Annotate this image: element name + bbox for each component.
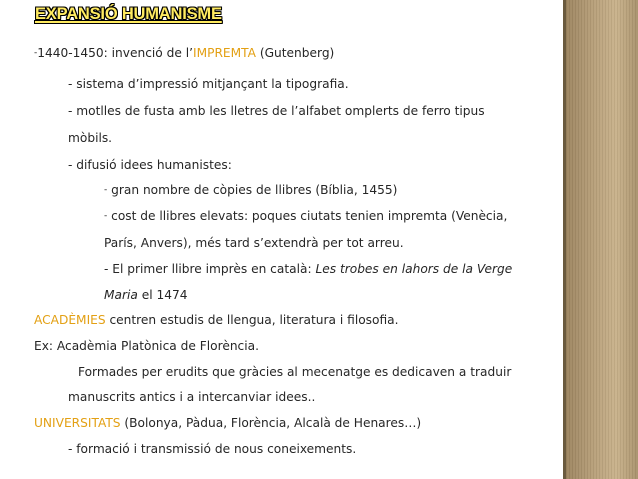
line-sistema: - sistema d’impressió mitjançant la tipografia. bbox=[68, 77, 349, 91]
line-copies: - gran nombre de còpies de llibres (Bíblia, 1455) bbox=[104, 183, 398, 197]
line-motlles: - motlles de fusta amb les lletres de l’alfabet omplerts de ferro tipus bbox=[68, 104, 485, 118]
line-cost: - cost de llibres elevats: poques ciutats tenien impremta (Venècia, bbox=[104, 209, 508, 223]
line-academia-platonica: Ex: Acadèmia Platònica de Florència. bbox=[34, 339, 259, 353]
line-difusio: - difusió idees humanistes: bbox=[68, 158, 232, 172]
line-paris: París, Anvers), més tard s’extendrà per tot arreu. bbox=[104, 236, 404, 250]
slide-title: EXPANSIÓ HUMANISME bbox=[35, 5, 222, 23]
decorative-side-panel bbox=[566, 0, 638, 479]
line-formades: Formades per erudits que gràcies al mecenatge es dedicaven a traduir bbox=[78, 365, 512, 379]
line-primer-llibre: - El primer llibre imprès en català: Les trobes en lahors de la Verge bbox=[104, 262, 513, 276]
line-mobils: mòbils. bbox=[68, 131, 113, 145]
line-maria: Maria el 1474 bbox=[104, 288, 188, 302]
line-academies: ACADÈMIES centren estudis de llengua, literatura i filosofia. bbox=[34, 313, 399, 327]
line-manuscrits: manuscrits antics i a intercanviar idees.. bbox=[68, 390, 316, 404]
line-formacio: - formació i transmissió de nous coneixements. bbox=[68, 442, 357, 456]
line-universitats: UNIVERSITATS (Bolonya, Pàdua, Florència, Alcalà de Henares…) bbox=[34, 416, 422, 430]
line-impremta: -1440-1450: invenció de l’IMPREMTA (Gutenberg) bbox=[34, 46, 335, 60]
